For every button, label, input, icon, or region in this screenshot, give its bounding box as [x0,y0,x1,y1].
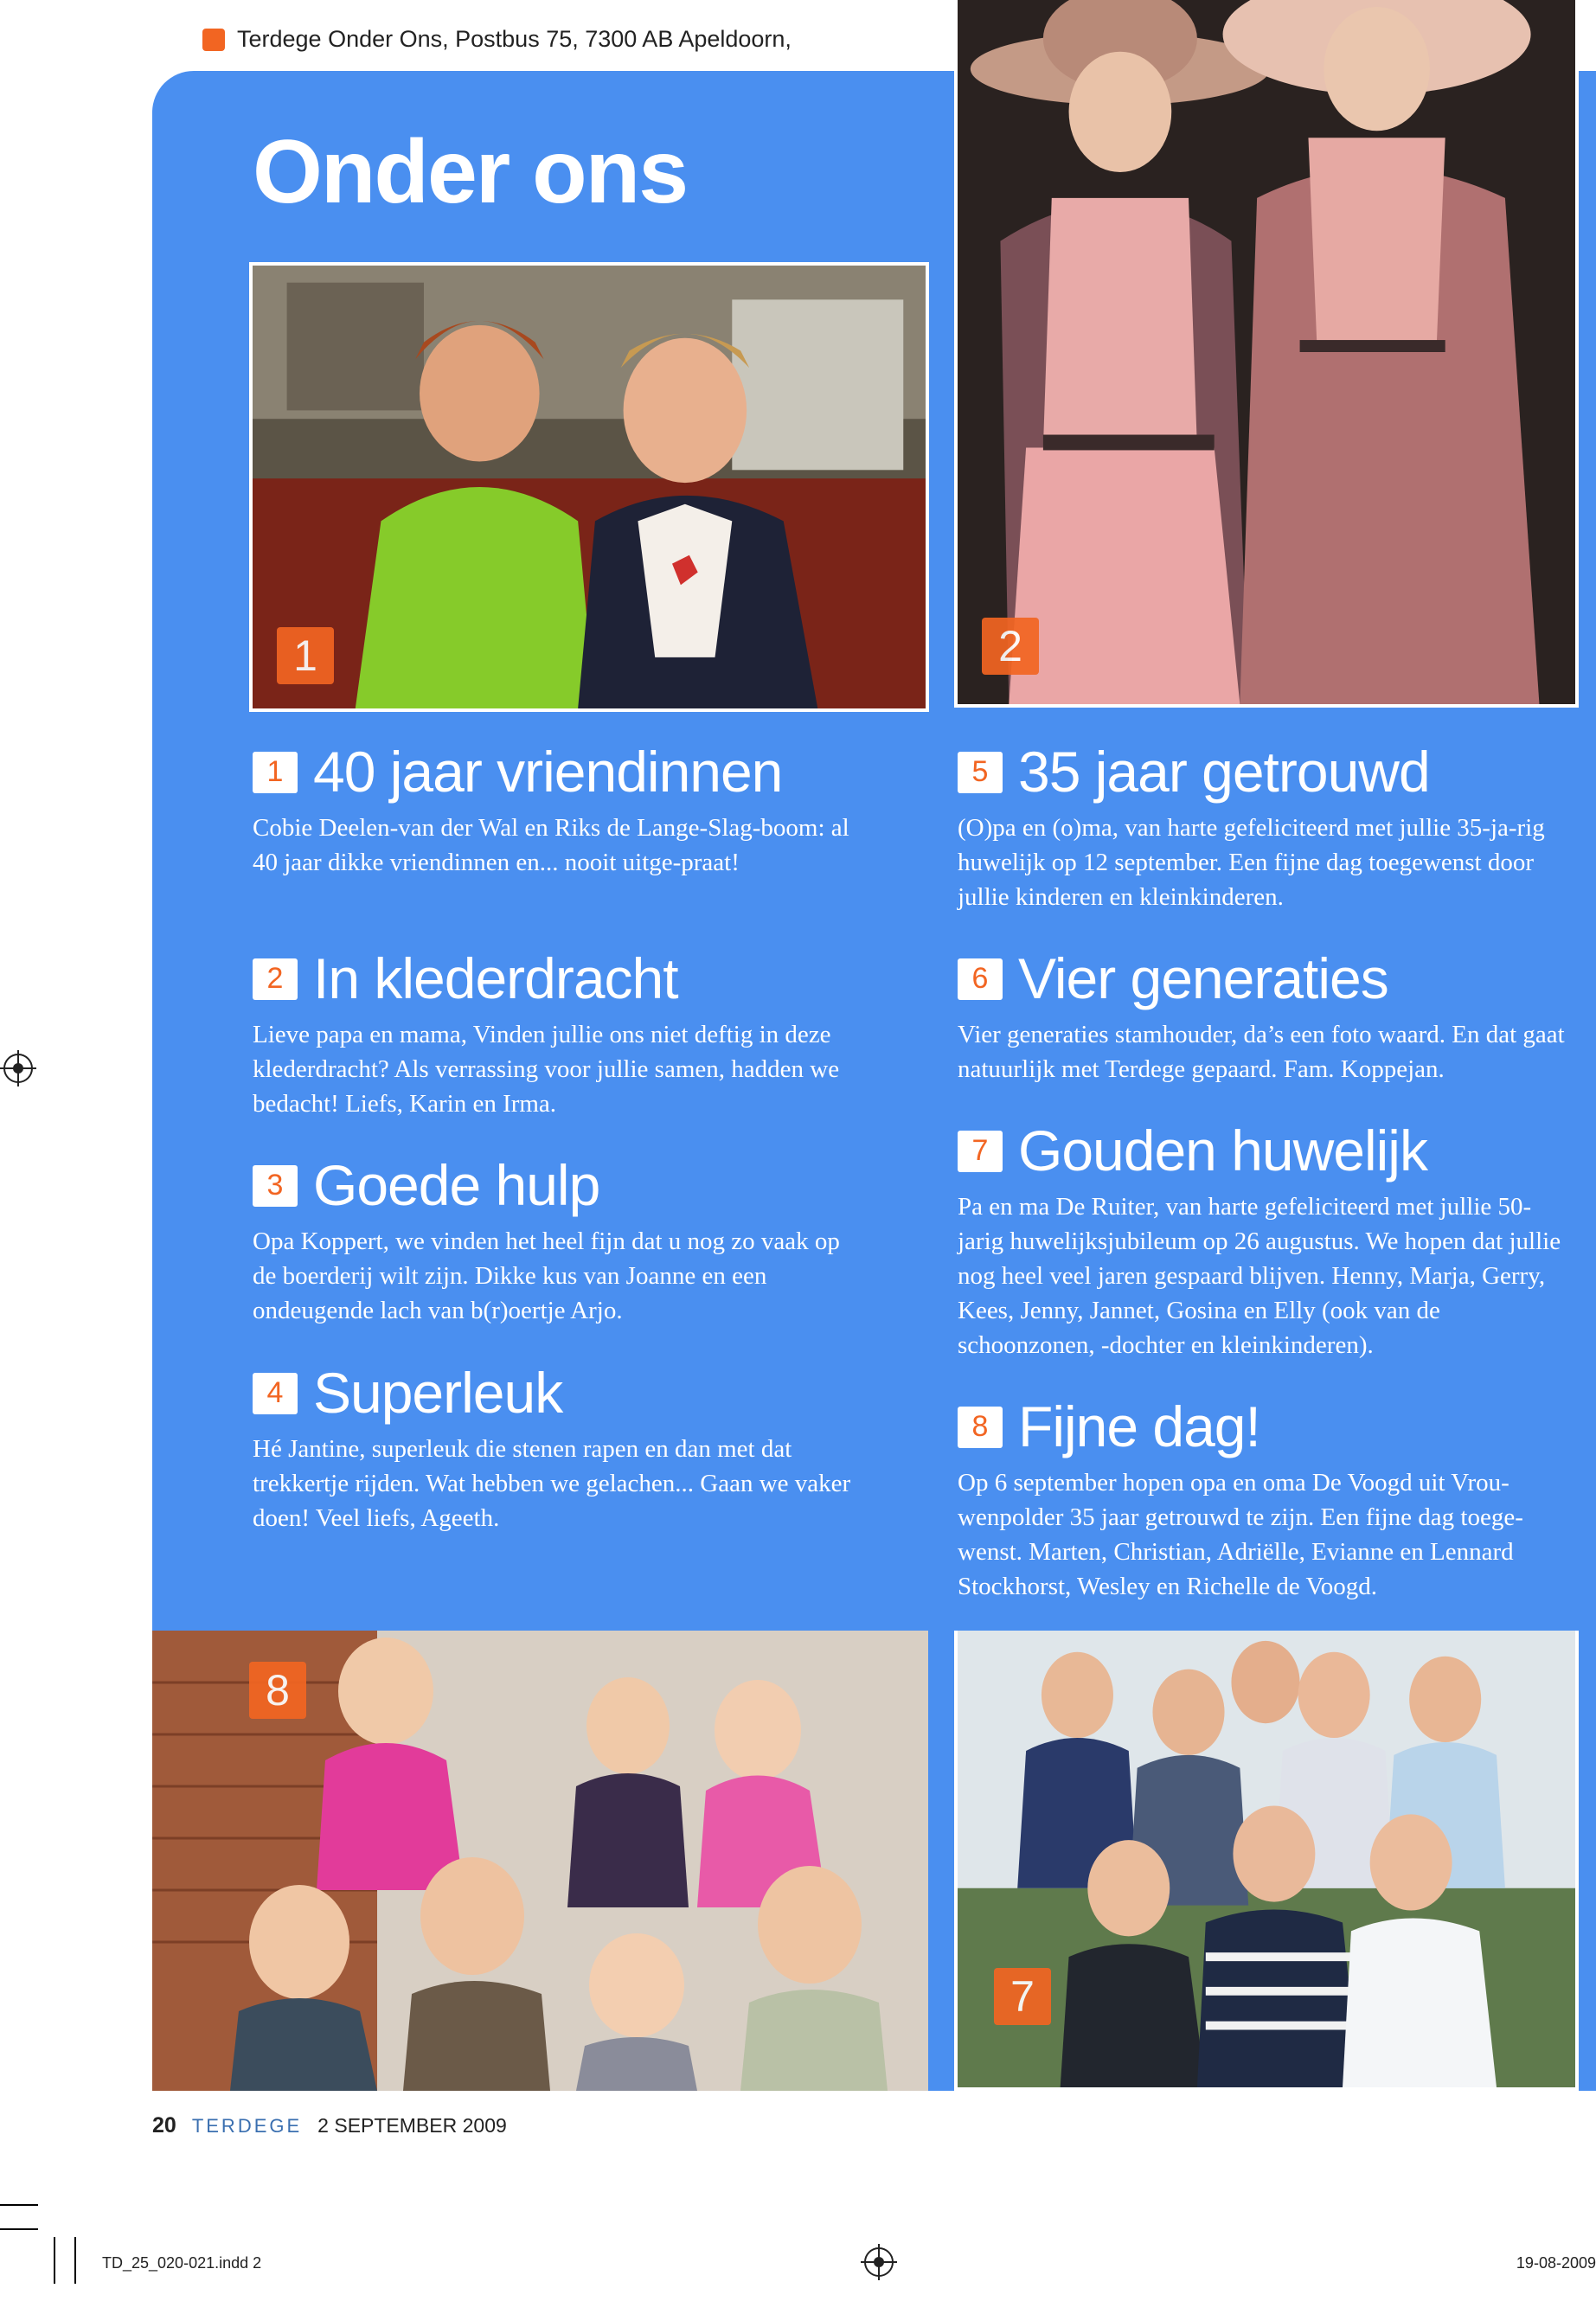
item-text-4: Hé Jantine, superleuk die stenen rapen en dan met dat trekkertje rijden. Wat hebben we gelachen... Gaan we vaker doen! Veel liefs, Ageeth. [253,1435,851,1533]
slug-filename: TD_25_020-021.indd 2 [102,2254,262,2272]
item-title-5: 35 jaar getrouwd [1018,740,1430,804]
footer-magazine-name: TERDEGE [191,2115,303,2137]
item-number-5: 5 [958,752,1003,793]
item-number-4: 4 [253,1373,298,1414]
two-women-photo-icon [253,266,926,708]
photo-badge-7: 7 [994,1968,1051,2025]
footer-date: 2 SEPTEMBER 2009 [317,2114,507,2137]
item-title-4: Superleuk [313,1361,563,1425]
photo-badge-2: 2 [982,618,1039,675]
item-8 [958,1394,1572,1604]
item-title-3: Goede hulp [313,1153,600,1217]
item-title-8: Fijne dag! [1018,1394,1260,1458]
crop-mark [0,2228,38,2230]
photo-two-women [249,262,929,712]
item-text-8: Op 6 september hopen opa en oma De Voogd uit Vrou-wenpolder 35 jaar getrouwd te zijn. Een fijne dag toege-wenst. Marten, Christian, Adriëlle, Evianne en Lennard Stockhorst, Wesley en Richelle de Voogd. [958,1469,1523,1601]
photo-badge-1: 1 [277,627,334,684]
item-text-2: Lieve papa en mama, Vinden jullie ons niet deftig in deze klederdracht? Als verrassing voor jullie samen, hadden we bedacht! Liefs, Karin en Irma. [253,1021,840,1118]
two-girls-photo-icon [958,0,1575,704]
item-title-1: 40 jaar vriendinnen [313,740,783,804]
item-text-6: Vier generaties stamhouder, da’s een foto waard. En dat gaat natuurlijk met Terdege gepaard. Fam. Koppejan. [958,1021,1565,1084]
crop-mark [54,2237,55,2284]
item-text-5: (O)pa en (o)ma, van harte gefeliciteerd met jullie 35-ja-rig huwelijk op 12 september. Een fijne dag toegewenst door jullie kinderen en kleinkinderen. [958,814,1545,912]
item-text-3: Opa Koppert, we vinden het heel fijn dat u nog zo vaak op de boerderij wilt zijn. Dikke kus van Joanne en een ondeugende lach van b(r)oertje Arjo. [253,1227,840,1325]
item-1 [253,742,867,880]
item-4 [253,1363,867,1535]
item-3 [253,1153,867,1328]
item-text-1: Cobie Deelen-van der Wal en Riks de Lange-Slag-boom: al 40 jaar dikke vriendinnen en... nooit uitge-praat! [253,814,849,877]
item-number-3: 3 [253,1165,298,1207]
photo-family-group [954,1631,1579,2091]
item-6 [958,946,1572,1086]
crop-mark [74,2237,76,2284]
item-title-6: Vier generaties [1018,946,1388,1010]
item-text-7: Pa en ma De Ruiter, van harte gefeliciteerd met jullie 50-jarig huwelijksjubileum op 26 augustus. We hopen dat jullie nog heel veel jaren gespaard blijven. Henny, Marja, Gerry, Kees, Jenny, Jannet, Gosina en Elly (ook van de schoonzonen, -dochter en kleinkinderen). [958,1193,1561,1360]
item-title-7: Gouden huwelijk [1018,1118,1427,1183]
item-number-1: 1 [253,752,298,793]
item-7 [958,1118,1572,1362]
item-number-7: 7 [958,1131,1003,1172]
crop-mark [0,2204,38,2206]
header-address: Terdege Onder Ons, Postbus 75, 7300 AB Apeldoorn, [237,26,792,52]
item-5 [958,742,1572,914]
photo-two-girls [954,0,1579,708]
page-title: Onder ons [253,122,688,222]
photo-grandchildren [152,1631,928,2091]
registration-mark-icon [3,1054,33,1083]
item-number-2: 2 [253,958,298,1000]
footer-page-number: 20 [152,2113,176,2138]
item-title-2: In klederdracht [313,946,678,1010]
slug-date: 19-08-2009 [1516,2254,1596,2272]
header-address-line [202,26,792,53]
item-2 [253,946,867,1121]
orange-square-icon [202,29,225,51]
photo-badge-8: 8 [249,1662,306,1719]
item-number-6: 6 [958,958,1003,1000]
registration-mark-icon [864,2247,894,2277]
item-number-8: 8 [958,1407,1003,1448]
page-footer [152,2113,507,2138]
